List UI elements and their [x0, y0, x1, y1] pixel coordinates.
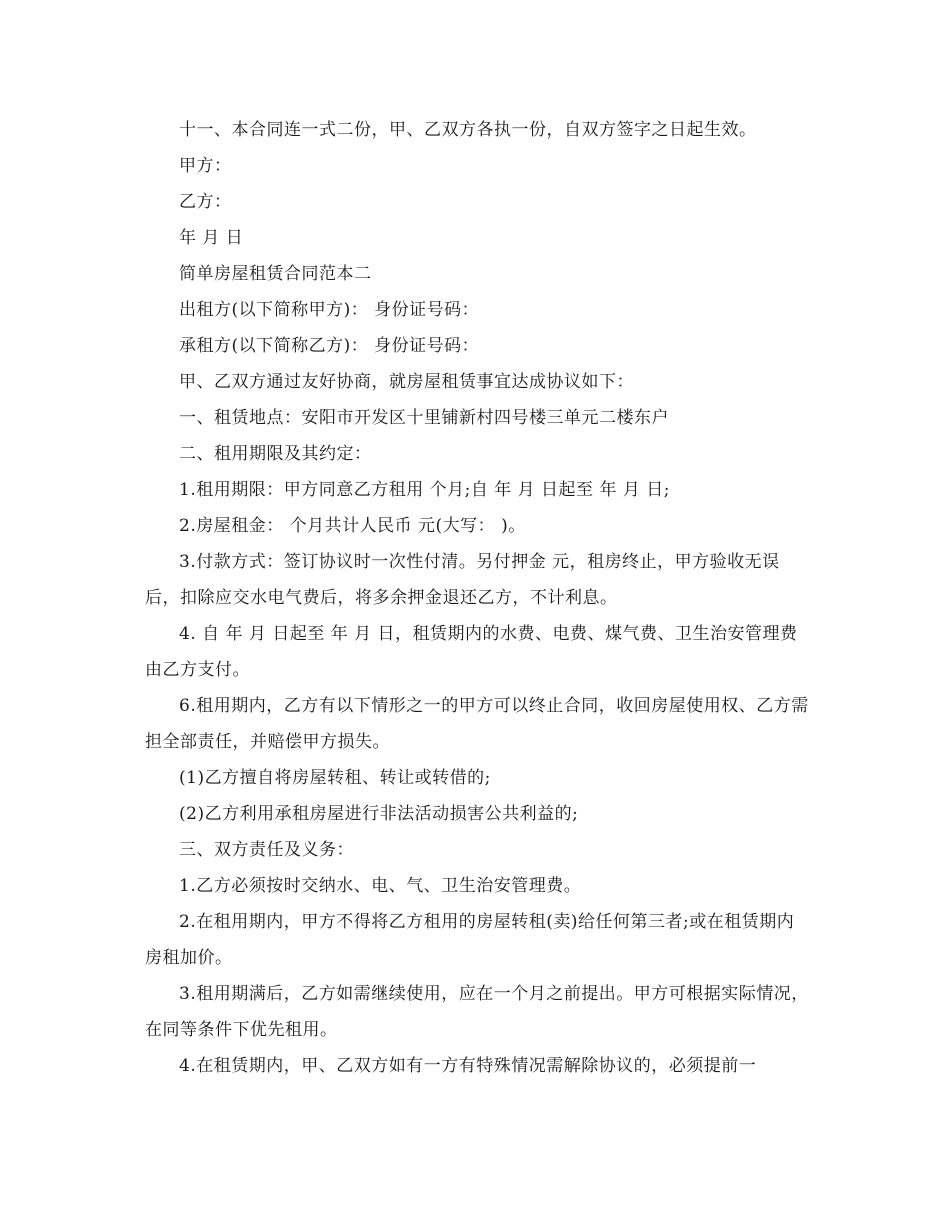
section-two-heading: 二、租用期限及其约定： — [179, 444, 372, 464]
contract-title: 简单房屋租赁合同范本二 — [179, 264, 372, 284]
lessor-line: 出租方(以下简称甲方)： 身份证号码： — [179, 300, 480, 320]
duty-item-1: 1.乙方必须按时交纳水、电、气、卫生治安管理费。 — [179, 876, 582, 896]
lessee-line: 承租方(以下简称乙方)： 身份证号码： — [179, 336, 480, 356]
clause-eleven: 十一、本合同连一式二份，甲、乙双方各执一份，自双方签字之日起生效。 — [179, 120, 757, 140]
termination-case-2: (2)乙方利用承租房屋进行非法活动损害公共利益的; — [179, 804, 579, 824]
term-item-1: 1.租用期限：甲方同意乙方租用 个月;自 年 月 日起至 年 月 日; — [179, 480, 671, 500]
term-item-3: 3.付款方式：签订协议时一次性付清。另付押金 元，租房终止，甲方验收无误后，扣除应交水电气费后，将多余押金退还乙方，不计利息。 — [145, 552, 780, 608]
party-a-signature-line: 甲方： — [179, 156, 232, 176]
date-line: 年 月 日 — [179, 228, 244, 248]
duty-item-4: 4.在租赁期内，甲、乙双方如有一方有特殊情况需解除协议的，必须提前一 — [179, 1056, 757, 1076]
document-body — [145, 112, 810, 1084]
term-item-4: 4. 自 年 月 日起至 年 月 日，租赁期内的水费、电费、煤气费、卫生治安管理费由乙方支付。 — [145, 624, 798, 680]
section-one-location: 一、租赁地点：安阳市开发区十里铺新村四号楼三单元二楼东户 — [179, 408, 669, 428]
termination-case-1: (1)乙方擅自将房屋转租、转让或转借的; — [179, 768, 491, 788]
duty-item-2: 2.在租用期内，甲方不得将乙方租用的房屋转租(卖)给任何第三者;或在租赁期内房租加价。 — [145, 912, 795, 968]
section-three-heading: 三、双方责任及义务： — [179, 840, 354, 860]
duty-item-3: 3.租用期满后，乙方如需继续使用，应在一个月之前提出。甲方可根据实际情况，在同等条件下优先租用。 — [145, 984, 809, 1040]
term-item-6: 6.租用期内，乙方有以下情形之一的甲方可以终止合同，收回房屋使用权、乙方需担全部责任，并赔偿甲方损失。 — [145, 696, 809, 752]
party-b-signature-line: 乙方： — [179, 192, 232, 212]
agreement-intro: 甲、乙双方通过友好协商，就房屋租赁事宜达成协议如下： — [179, 372, 634, 392]
term-item-2: 2.房屋租金： 个月共计人民币 元(大写： )。 — [179, 516, 526, 536]
